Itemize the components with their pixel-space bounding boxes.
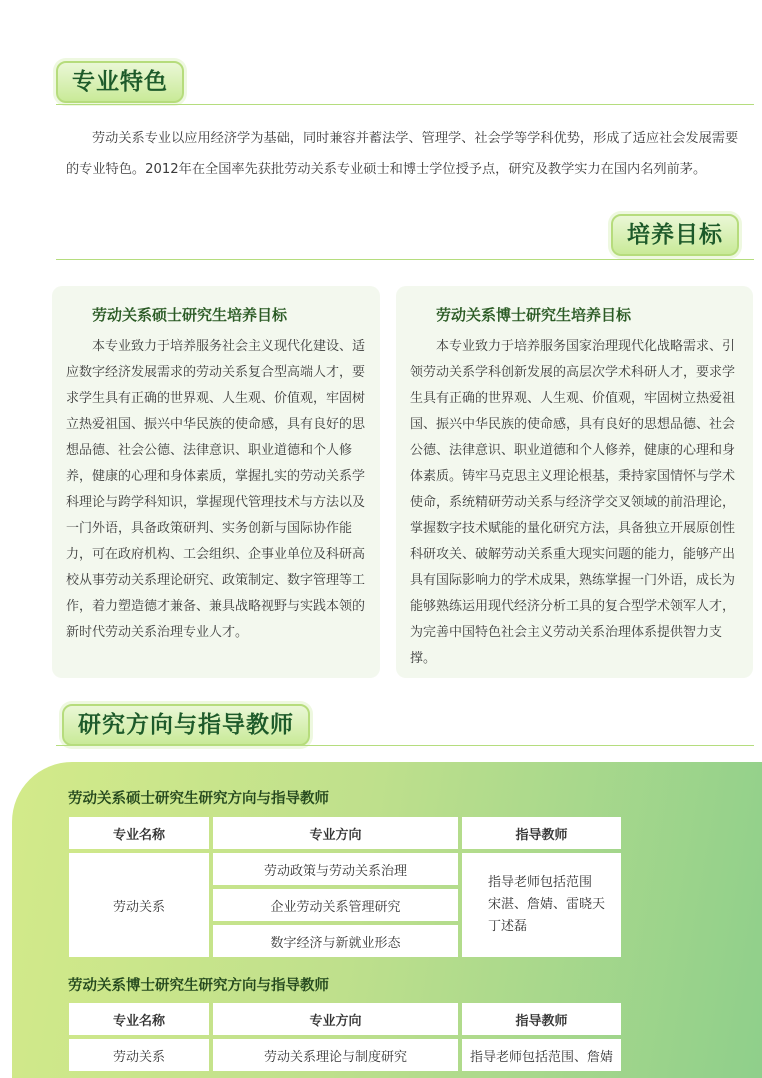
advisor-line: 宋湛、詹婧、雷晓天 [488,897,606,912]
section-title-research: 研究方向与指导教师 [62,704,310,746]
master-table-title: 劳动关系硕士研究生研究方向与指导教师 [68,791,329,807]
table-cell-direction: 劳动关系理论与制度研究 [213,1039,458,1071]
section-divider [56,259,754,260]
section-title-features: 专业特色 [56,61,184,103]
table-header: 指导教师 [462,817,621,849]
table-cell-direction: 数字经济与新就业形态 [213,925,458,957]
table-header: 指导教师 [462,1003,621,1035]
section-divider [56,745,754,746]
features-paragraph: 劳动关系专业以应用经济学为基础，同时兼容并蓄法学、管理学、社会学等学科优势，形成了适应社会发展需要的专业特色。2012年在全国率先获批劳动关系专业硕士和博士学位授予点，研究及教学实力在国内名列前茅。 [66,131,739,177]
section-divider [56,104,754,105]
table-cell-advisors: 指导老师包括范围、詹婧 [462,1039,621,1071]
table-header: 专业方向 [213,1003,458,1035]
table-cell-direction: 企业劳动关系管理研究 [213,889,458,921]
doctor-table-title: 劳动关系博士研究生研究方向与指导教师 [68,978,329,994]
table-cell-direction: 劳动政策与劳动关系治理 [213,853,458,885]
section-title-goals: 培养目标 [611,214,739,256]
table-cell-major: 劳动关系 [69,1039,209,1071]
advisor-line: 指导老师包括范围 [488,875,593,890]
table-cell-major: 劳动关系 [69,853,209,957]
master-goals-text: 本专业致力于培养服务社会主义现代化建设、适应数字经济发展需求的劳动关系复合型高端人才，要求学生具有正确的世界观、人生观、价值观，牢固树立热爱祖国、振兴中华民族的使命感，具有良好的思想品德、社会公德、法律意识、职业道德和个人修养，健康的心理和身体素质，掌握扎实的劳动关系学科理论与跨学科知识，掌握现代管理技术与方法以及一门外语，具备政策研判、实务创新与国际协作能力，可在政府机构、工会组织、企事业单位及科研高校从事劳动关系理论研究、政策制定、数字管理等工作，着力塑造德才兼备、兼具战略视野与实践本领的新时代劳动关系治理专业人才。 [66,339,366,640]
doctor-goals-title: 劳动关系博士研究生培养目标 [436,306,632,324]
master-goals-card [52,286,380,678]
table-header: 专业名称 [69,1003,209,1035]
table-header: 专业方向 [213,817,458,849]
table-header: 专业名称 [69,817,209,849]
doctor-goals-text: 本专业致力于培养服务国家治理现代化战略需求、引领劳动关系学科创新发展的高层次学术科研人才，要求学生具有正确的世界观、人生观、价值观，牢固树立热爱祖国、振兴中华民族的使命感，具有良好的思想品德、社会公德、法律意识、职业道德和个人修养，健康的心理和身体素质。铸牢马克思主义理论根基，秉持家国情怀与学术使命，系统精研劳动关系与经济学交叉领域的前沿理论，掌握数字技术赋能的量化研究方法，具备独立开展原创性科研攻关、破解劳动关系重大现实问题的能力，能够产出具有国际影响力的学术成果，熟练掌握一门外语，成长为能够熟练运用现代经济分析工具的复合型学术领军人才，为完善中国特色社会主义劳动关系治理体系提供智力支撑。 [410,339,736,666]
advisor-line: 丁述磊 [488,919,528,934]
table-cell-advisors [462,853,621,957]
master-goals-title: 劳动关系硕士研究生培养目标 [92,306,288,324]
doctor-goals-card [396,286,753,678]
